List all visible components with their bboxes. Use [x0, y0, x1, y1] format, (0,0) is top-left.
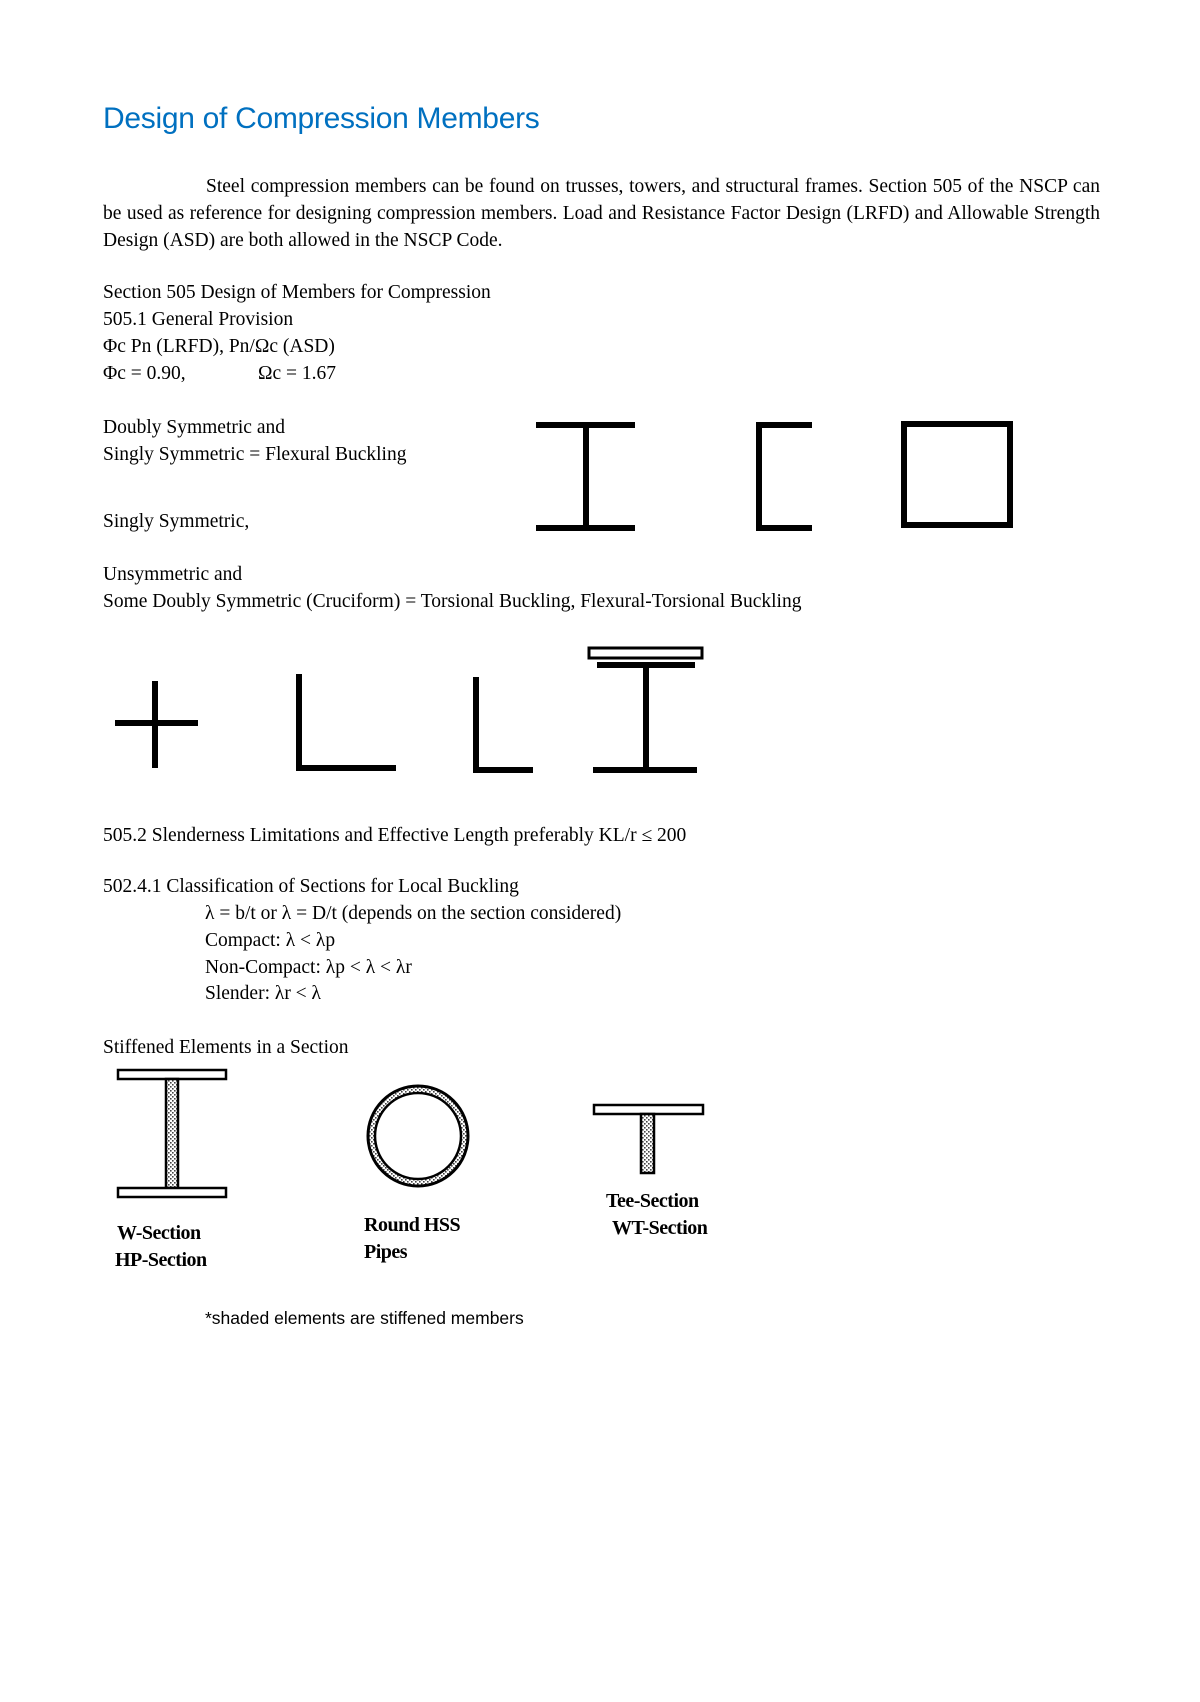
cruciform-section-icon	[112, 678, 202, 773]
w-section-label: W-Section	[117, 1222, 201, 1244]
classification-heading: 502.4.1 Classification of Sections for Local Buckling	[103, 876, 519, 897]
strength-formula: Φc Pn (LRFD), Pn/Ωc (ASD)	[103, 336, 335, 357]
noncompact-criterion: Non-Compact: λp < λ < λr	[205, 957, 412, 978]
channel-section-icon	[752, 420, 822, 535]
tee-section-icon	[592, 1103, 707, 1175]
stiffened-note: *shaded elements are stiffened members	[205, 1308, 524, 1328]
buckling-line-1: Doubly Symmetric and	[103, 417, 285, 438]
hp-section-label: HP-Section	[115, 1249, 207, 1271]
box-section-icon	[900, 420, 1020, 535]
compact-criterion: Compact: λ < λp	[205, 930, 336, 951]
phi-value: Φc = 0.90,	[103, 363, 186, 384]
i-section-icon	[530, 420, 640, 535]
wt-section-label: WT-Section	[612, 1217, 708, 1239]
w-section-icon	[116, 1068, 231, 1198]
slenderness-text: 505.2 Slenderness Limitations and Effective Length preferably KL/r ≤ 200	[103, 825, 687, 846]
slender-criterion: Slender: λr < λ	[205, 983, 322, 1004]
buckling-line-4: Unsymmetric and	[103, 564, 243, 585]
pipes-label: Pipes	[364, 1241, 408, 1263]
tee-section-label: Tee-Section	[606, 1190, 699, 1212]
unequal-angle-icon	[470, 675, 540, 780]
page-title: Design of Compression Members	[103, 102, 540, 135]
omega-value: Ωc = 1.67	[258, 363, 337, 384]
round-hss-label: Round HSS	[364, 1214, 461, 1236]
general-provision: 505.1 General Provision	[103, 309, 294, 330]
intro-paragraph: Steel compression members can be found on trusses, towers, and structural frames. Section 505 of the NSCP can be used as reference for designing compression members. Load and Resistance Factor Design (LRFD) and Allowable Strength Design (ASD) are both allowed in the NSCP Code.	[103, 176, 1100, 251]
stiffened-heading: Stiffened Elements in a Section	[103, 1037, 349, 1058]
buckling-line-5: Some Doubly Symmetric (Cruciform) = Torsional Buckling, Flexural-Torsional Buckling	[103, 591, 802, 612]
round-hss-icon	[363, 1081, 475, 1193]
section-505-heading: Section 505 Design of Members for Compression	[103, 282, 491, 303]
i-section-cover-plate-icon	[585, 645, 710, 780]
buckling-line-2: Singly Symmetric = Flexural Buckling	[103, 444, 407, 465]
buckling-line-3: Singly Symmetric,	[103, 511, 250, 532]
equal-angle-icon	[292, 672, 402, 777]
lambda-definition: λ = b/t or λ = D/t (depends on the section considered)	[205, 903, 622, 924]
